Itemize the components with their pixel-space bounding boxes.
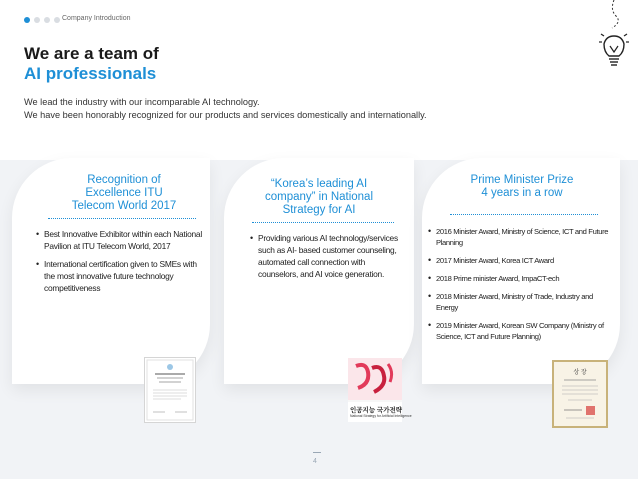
dotted-divider: [450, 214, 598, 215]
page-number-marker: [313, 452, 321, 453]
page-title-line1: We are a team of: [24, 44, 159, 63]
intro-text: [24, 96, 427, 122]
award-title: 상 장: [573, 370, 587, 376]
progress-dot: [54, 17, 60, 23]
card-title-line: Telecom World 2017: [71, 200, 177, 212]
card-national-ai-strategy: [224, 158, 414, 384]
list-item: • International certification given to SMEs with the most innovative future technology competitiveness: [36, 258, 208, 294]
lightbulb-idea-icon: [596, 0, 632, 72]
card-title-line: company” in National: [264, 191, 374, 203]
list-item: • Best Innovative Exhibitor within each National Pavilion at ITU Telecom World, 2017: [36, 228, 208, 252]
page-number: 4: [313, 458, 317, 465]
section-label: Company Introduction: [62, 15, 131, 22]
bullet-list: [428, 226, 616, 349]
intro-line-2: We have been honorably recognized for our products and services domestically and internationally.: [24, 110, 427, 120]
bullet-list: [250, 232, 400, 286]
minister-award-certificate-image: [552, 360, 608, 428]
slide-progress-dots: [24, 17, 60, 23]
list-item: • 2016 Minister Award, Ministry of Science, ICT and Future Planning: [428, 226, 616, 248]
list-item: • Providing various AI technology/services such as AI- based customer counseling, automated call connection with counselors, and AI voice generation.: [250, 232, 400, 280]
dotted-divider: [252, 222, 394, 223]
certificate-graphic: [145, 358, 195, 422]
page-title-line2: AI professionals: [24, 64, 157, 83]
card-title: [452, 174, 592, 200]
intro-line-1: We lead the industry with our incomparable AI technology.: [24, 97, 260, 107]
list-item: • 2018 Minister Award, Ministry of Trade, Industry and Energy: [428, 291, 616, 313]
card-title-line: Prime Minister Prize: [470, 174, 574, 186]
dotted-divider: [48, 218, 196, 219]
itu-certificate-image: [144, 357, 196, 423]
card-title: [64, 174, 184, 213]
card-title-line: “Korea’s leading AI: [270, 178, 368, 190]
book-subtitle: National Strategy for Artificial Intelligence: [350, 414, 412, 418]
card-title-line: Excellence ITU: [85, 187, 163, 199]
progress-dot: [44, 17, 50, 23]
bullet-list: [36, 228, 208, 300]
card-itu-recognition: [12, 158, 210, 384]
card-title: [244, 178, 394, 217]
national-ai-strategy-book-image: [348, 358, 412, 422]
card-title-line: 4 years in a row: [481, 187, 563, 199]
card-title-line: Strategy for AI: [282, 204, 356, 216]
progress-dot: [34, 17, 40, 23]
card-prime-minister-prize: [422, 158, 620, 384]
list-item: • 2019 Minister Award, Korean SW Company (Ministry of Science, ICT and Future Planning): [428, 320, 616, 342]
progress-dot-active: [24, 17, 30, 23]
list-item: • 2017 Minister Award, Korea ICT Award: [428, 255, 616, 266]
card-title-line: Recognition of: [87, 174, 161, 186]
book-title: 인공지능 국가전략: [350, 407, 403, 414]
list-item: • 2018 Prime minister Award, ImpaCT-ech: [428, 273, 616, 284]
